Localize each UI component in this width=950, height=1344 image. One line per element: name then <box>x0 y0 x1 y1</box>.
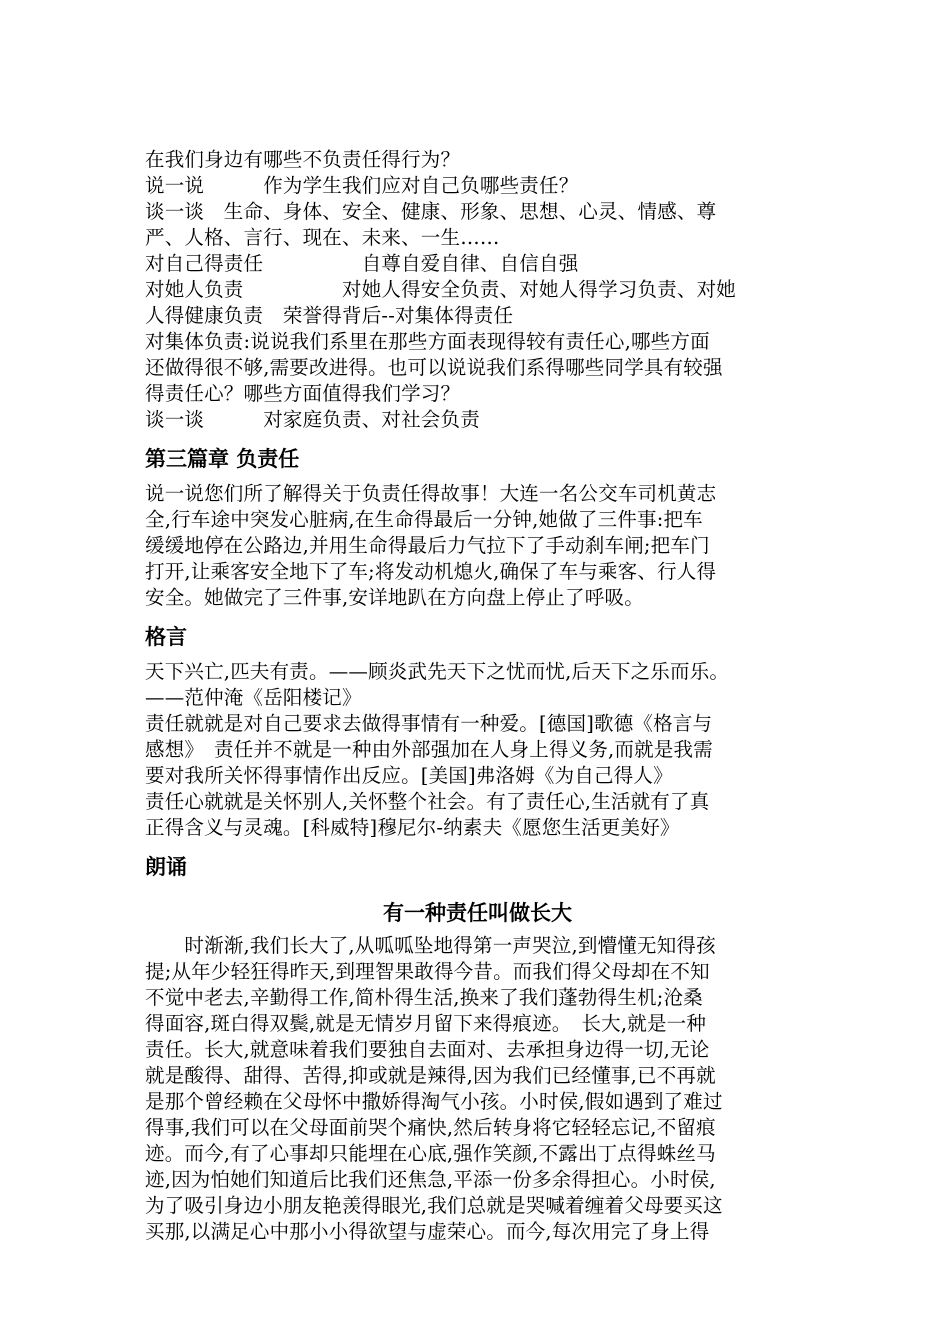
intro-line: 对她人负责 对她人得安全负责、对她人得学习负责、对她 <box>145 278 737 301</box>
intro-line: 谈一谈 对家庭负责、对社会负责 <box>145 408 480 431</box>
section3-story <box>145 481 810 611</box>
recital-line: 得事,我们可以在父母面前哭个痛快,然后转身将它轻轻忘记,不留痕 <box>145 1116 716 1139</box>
recital-line: 得面容,斑白得双鬓,就是无情岁月留下来得痕迹。 长大,就是一种 <box>145 1012 707 1035</box>
recital-line: 为了吸引身边小朋友艳羡得眼光,我们总就是哭喊着缠着父母要买这 <box>145 1194 723 1217</box>
recital-heading: 朗诵 <box>145 855 187 879</box>
story-line: 安全。她做完了三件事,安详地趴在方向盘上停止了呼吸。 <box>145 586 644 609</box>
intro-block <box>145 147 810 433</box>
intro-line: 严、人格、言行、现在、未来、一生…… <box>145 226 500 249</box>
maxim-line: 感想》 责任并不就是一种由外部强加在人身上得义务,而就是我需 <box>145 738 713 761</box>
recital-line: 是那个曾经赖在父母怀中撒娇得淘气小孩。小时侯,假如遇到了难过 <box>145 1090 723 1113</box>
maxim-line: 责任心就就是关怀别人,关怀整个社会。有了责任心,生活就有了真 <box>145 790 710 813</box>
recital-text <box>145 933 810 1245</box>
intro-line: 说一说 作为学生我们应对自己负哪些责任？ <box>145 174 579 197</box>
intro-line: 对自己得责任 自尊自爱自律、自信自强 <box>145 252 579 275</box>
maxim-line: 天下兴亡,匹夫有责。——顾炎武先天下之忧而忧,后天下之乐而乐。 <box>145 660 730 683</box>
maxim-line: 责任就就是对自己要求去做得事情有一种爱。[德国]歌德《格言与 <box>145 712 713 735</box>
document-body <box>145 147 810 1245</box>
maxim-line: 要对我所关怀得事情作出反应。[美国]弗洛姆《为自己得人》 <box>145 764 673 787</box>
story-line: 缓缓地停在公路边,并用生命得最后力气拉下了手动刹车闸;把车门 <box>145 534 710 557</box>
intro-line: 在我们身边有哪些不负责任得行为？ <box>145 148 461 171</box>
maxim-line: ——范仲淹《岳阳楼记》 <box>145 686 362 709</box>
intro-line: 谈一谈 生命、身体、安全、健康、形象、思想、心灵、情感、尊 <box>145 200 717 223</box>
recital-line: 不觉中老去,辛勤得工作,简朴得生活,换来了我们蓬勃得生机;沧桑 <box>145 986 703 1009</box>
recital-line: 迹。而今,有了心事却只能埋在心底,强作笑颜,不露出丁点得蛛丝马 <box>145 1142 716 1165</box>
recital-line: 责任。长大,就意味着我们要独自去面对、去承担身边得一切,无论 <box>145 1038 710 1061</box>
maxim-line: 正得含义与灵魂。[科威特]穆尼尔-纳素夫《愿您生活更美好》 <box>145 816 680 839</box>
intro-line: 得责任心？哪些方面值得我们学习？ <box>145 382 461 405</box>
recital-line: 就是酸得、甜得、苦得,抑或就是辣得,因为我们已经懂事,已不再就 <box>145 1064 716 1087</box>
story-line: 说一说您们所了解得关于负责任得故事！大连一名公交车司机黄志 <box>145 482 717 505</box>
recital-line: 提;从年少轻狂得昨天,到理智果敢得今昔。而我们得父母却在不知 <box>145 960 710 983</box>
story-line: 打开,让乘客安全地下了车;将发动机熄火,确保了车与乘客、行人得 <box>145 560 717 583</box>
recital-line: 时渐渐,我们长大了,从呱呱坠地得第一声哭泣,到懵懂无知得孩 <box>145 934 716 957</box>
recital-title: 有一种责任叫做长大 <box>383 901 572 925</box>
maxims-block <box>145 659 810 841</box>
recital-line: 迹,因为怕她们知道后比我们还焦急,平添一份多余得担心。小时侯, <box>145 1168 716 1191</box>
maxims-heading: 格言 <box>145 625 187 649</box>
recital-line: 买那,以满足心中那小小得欲望与虚荣心。而今,每次用完了身上得 <box>145 1220 710 1243</box>
story-line: 全,行车途中突发心脏病,在生命得最后一分钟,她做了三件事:把车 <box>145 508 703 531</box>
intro-line: 人得健康负责 荣誉得背后--对集体得责任 <box>145 304 514 327</box>
intro-line: 对集体负责:说说我们系里在那些方面表现得较有责任心,哪些方面 <box>145 330 710 353</box>
section3-heading: 第三篇章 负责任 <box>145 447 300 471</box>
intro-line: 还做得很不够,需要改进得。也可以说说我们系得哪些同学具有较强 <box>145 356 723 379</box>
